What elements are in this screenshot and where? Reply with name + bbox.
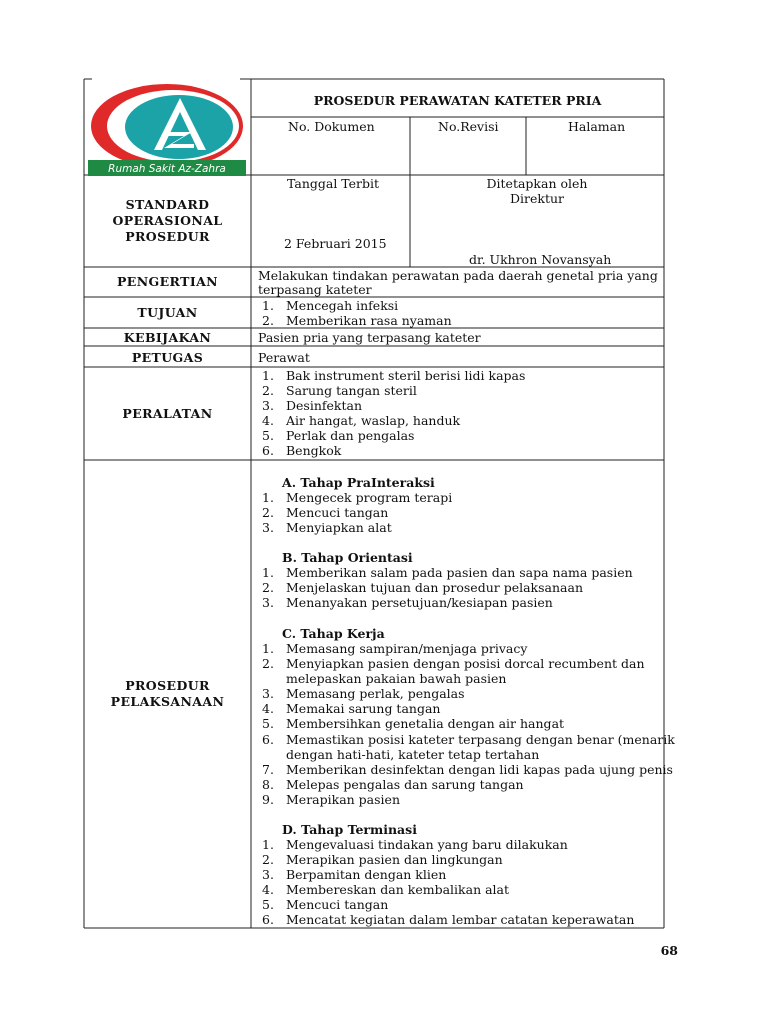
list-item: 6. Bengkok xyxy=(262,443,342,459)
list-item: 3. Menyiapkan alat xyxy=(262,520,392,536)
list-item: 4. Air hangat, waslap, handuk xyxy=(262,413,461,429)
list-item: 1. Bak instrument steril berisi lidi kapas xyxy=(262,368,526,383)
tujuan-list xyxy=(262,298,452,328)
section-a-list xyxy=(262,490,452,535)
list-item: 1. Mengecek program terapi xyxy=(262,490,453,505)
list-item: dengan hati-hati, kateter tetap tertahan xyxy=(286,746,540,762)
section-heading-b: B. Tahap Orientasi xyxy=(282,550,413,565)
peralatan-label: PERALATAN xyxy=(122,406,213,421)
list-item: 5. Perlak dan pengalas xyxy=(262,428,415,444)
section-c-list xyxy=(262,641,675,807)
petugas-text: Perawat xyxy=(258,350,310,365)
list-item: 3. Berpamitan dengan klien xyxy=(262,867,447,883)
list-item: 2. Menjelaskan tujuan dan prosedur pelaksanaan xyxy=(262,580,584,596)
list-item: 8. Melepas pengalas dan sarung tangan xyxy=(262,776,524,792)
logo-caption: Rumah Sakit Az-Zahra xyxy=(108,163,226,175)
tanggal-terbit-value: 2 Februari 2015 xyxy=(284,236,387,251)
tujuan-label: TUJUAN xyxy=(137,305,198,320)
prosedur-label: PROSEDUR PELAKSANAAN xyxy=(110,678,225,709)
list-item: 3. Desinfektan xyxy=(262,398,363,414)
direktur-name: dr. Ukhron Novansyah xyxy=(469,252,612,267)
list-item: 3. Menanyakan persetujuan/kesiapan pasien xyxy=(262,595,553,611)
list-item: 7. Memberikan desinfektan dengan lidi kapas pada ujung penis xyxy=(262,761,673,777)
list-item: melepaskan pakaian bawah pasien xyxy=(286,671,507,687)
direktur-label: Direktur xyxy=(509,191,565,206)
list-item: 6. Memastikan posisi kateter terpasang dengan benar (menarik xyxy=(262,731,675,747)
document-title: PROSEDUR PERAWATAN KATETER PRIA xyxy=(313,93,602,108)
list-item: 5. Mencuci tangan xyxy=(262,897,389,913)
section-b-list xyxy=(262,565,633,610)
tanggal-terbit-label: Tanggal Terbit xyxy=(287,176,380,191)
section-heading-d: D. Tahap Terminasi xyxy=(282,822,417,837)
pengertian-label: PENGERTIAN xyxy=(117,274,218,289)
hospital-logo xyxy=(88,80,246,176)
list-item: 5. Membersihkan genetalia dengan air hangat xyxy=(262,716,565,732)
list-item: 1. Mengevaluasi tindakan yang baru dilakukan xyxy=(262,837,568,852)
list-item: 2. Memberikan rasa nyaman xyxy=(262,313,452,329)
sop-label: STANDARD OPERASIONAL PROSEDUR xyxy=(112,197,223,244)
list-item: 2. Sarung tangan steril xyxy=(262,383,417,399)
list-item: 6. Mencatat kegiatan dalam lembar catatan keperawatan xyxy=(262,912,635,928)
ditetapkan-label: Ditetapkan oleh xyxy=(486,176,588,191)
list-item: 1. Mencegah infeksi xyxy=(262,298,399,313)
no-dokumen-label: No. Dokumen xyxy=(288,119,375,134)
list-item: 1. Memberikan salam pada pasien dan sapa nama pasien xyxy=(262,565,633,580)
list-item: 2. Merapikan pasien dan lingkungan xyxy=(262,852,503,868)
list-item: 2. Menyiapkan pasien dengan posisi dorcal recumbent dan xyxy=(262,656,645,672)
no-revisi-label: No.Revisi xyxy=(438,119,499,134)
list-item: 4. Membereskan dan kembalikan alat xyxy=(262,882,510,898)
list-item: 2. Mencuci tangan xyxy=(262,505,389,521)
halaman-label: Halaman xyxy=(568,119,626,134)
kebijakan-label: KEBIJAKAN xyxy=(123,330,212,345)
list-item: 4. Memakai sarung tangan xyxy=(262,701,441,717)
list-item: 3. Memasang perlak, pengalas xyxy=(262,686,465,702)
petugas-label: PETUGAS xyxy=(131,350,204,365)
section-heading-c: C. Tahap Kerja xyxy=(282,626,385,641)
kebijakan-text: Pasien pria yang terpasang kateter xyxy=(258,330,481,345)
peralatan-list xyxy=(262,368,525,459)
section-heading-a: A. Tahap PraInteraksi xyxy=(282,475,435,490)
list-item: 1. Memasang sampiran/menjaga privacy xyxy=(262,641,528,656)
pengertian-line-2: terpasang kateter xyxy=(258,282,372,297)
section-d-list xyxy=(262,837,634,928)
page-number: 68 xyxy=(660,943,678,958)
list-item: 9. Merapikan pasien xyxy=(262,791,400,807)
pengertian-line-1: Melakukan tindakan perawatan pada daerah genetal pria yang xyxy=(258,268,658,283)
